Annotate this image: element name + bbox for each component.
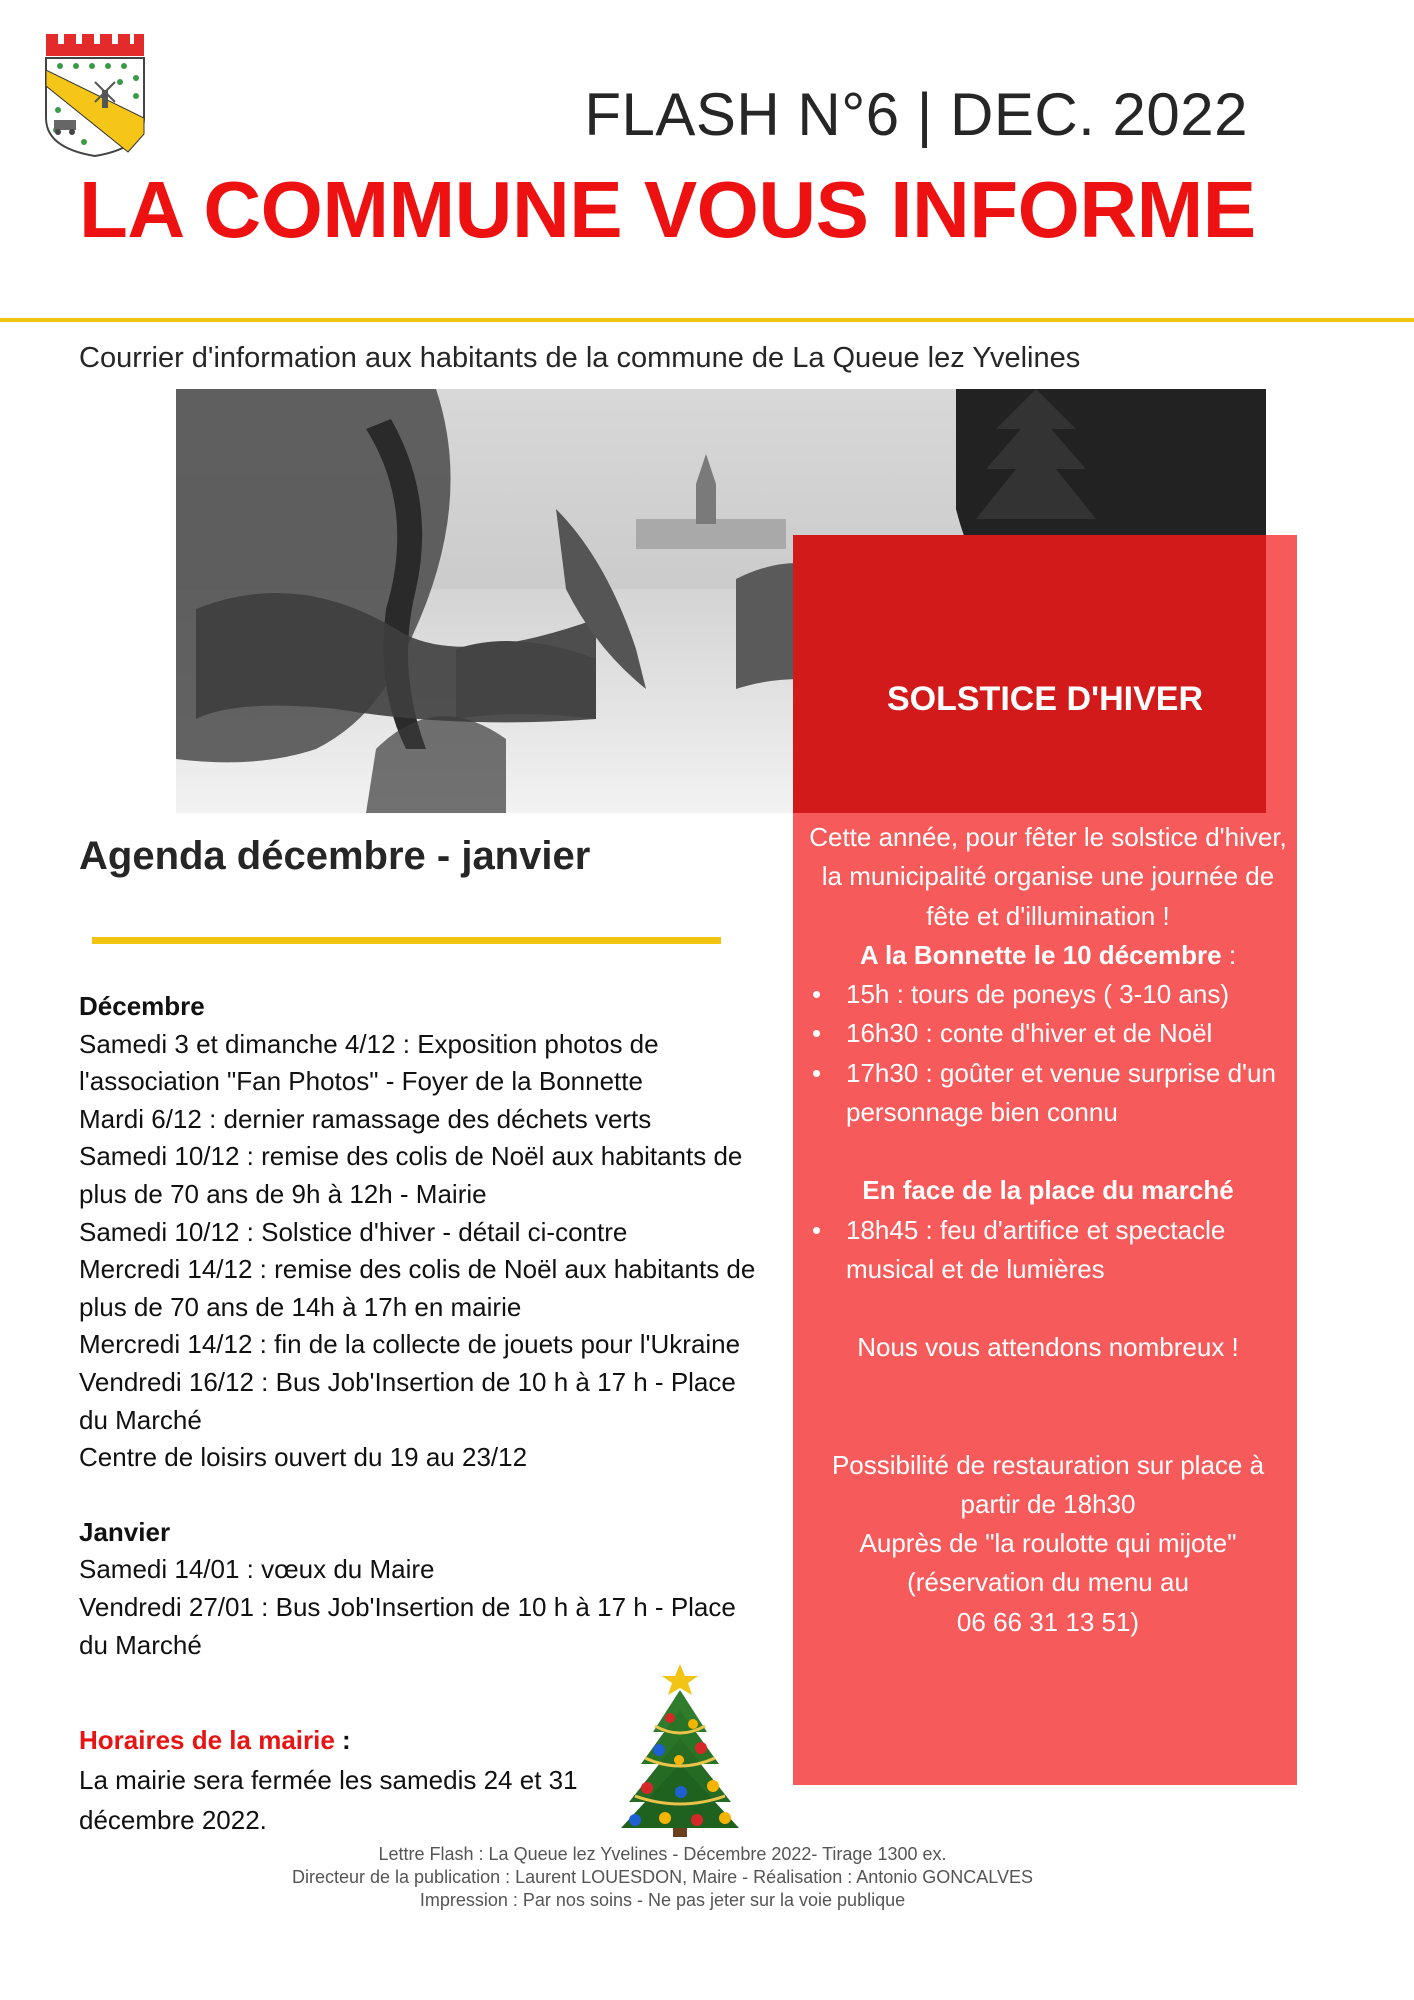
footer-line: Impression : Par nos soins - Ne pas jeter sur la voie publique [419, 1890, 906, 1910]
bonnette-list [808, 975, 1288, 1132]
list-item: • 16h30 : conte d'hiver et de Noël [808, 1014, 1288, 1053]
agenda-title: Agenda décembre - janvier [79, 834, 591, 878]
list-item: Samedi 10/12 : remise des colis de Noël aux habitants de plus de 70 ans de 9h à 12h - Mairie [79, 1141, 743, 1209]
page-headline: LA COMMUNE VOUS INFORME [79, 165, 1256, 254]
phone-number: 06 66 31 13 51) [956, 1606, 1140, 1637]
roulotte-text: Auprès de "la roulotte qui mijote" [859, 1528, 1237, 1559]
list-item: • 18h45 : feu d'artifice et spectacle musical et de lumières [808, 1211, 1288, 1290]
list-item: • 15h : tours de poneys ( 3-10 ans) [808, 975, 1288, 1014]
list-item: • 17h30 : goûter et venue surprise d'un personnage bien connu [808, 1054, 1288, 1133]
marche-heading: En face de la place du marché [862, 1175, 1234, 1206]
january-heading: Janvier [79, 1516, 171, 1547]
closing-text: Nous vous attendons nombreux ! [857, 1332, 1239, 1363]
page-subtitle: Courrier d'information aux habitants de la commune de La Queue lez Yvelines [79, 342, 1081, 374]
list-item: Centre de loisirs ouvert du 19 au 23/12 [79, 1442, 528, 1473]
list-item: Vendredi 16/12 : Bus Job'Insertion de 10 h à 17 h - Place du Marché [79, 1366, 736, 1435]
list-item: Vendredi 27/01 : Bus Job'Insertion de 10 h à 17 h - Place du Marché [79, 1591, 736, 1660]
header-divider [0, 318, 1414, 322]
footer-line: Lettre Flash : La Queue lez Yvelines - Décembre 2022- Tirage 1300 ex. [378, 1844, 947, 1864]
solstice-intro: Cette année, pour fêter le solstice d'hiver, la municipalité organise une journée de fête et d'illumination ! [809, 822, 1287, 931]
solstice-panel-overlay [793, 535, 1266, 813]
marche-list [808, 1211, 1288, 1290]
page-footer [0, 1843, 1325, 1912]
mairie-hours-colon: : [334, 1725, 351, 1755]
list-item: Samedi 10/12 : Solstice d'hiver - détail ci-contre [79, 1216, 628, 1247]
list-item: Samedi 3 et dimanche 4/12 : Exposition photos de l'association "Fan Photos" - Foyer de la Bonnette [79, 1028, 659, 1097]
town-crest-logo [40, 30, 148, 158]
mairie-hours-heading [79, 1720, 619, 1760]
restauration-text: Possibilité de restauration sur place à partir de 18h30 [831, 1449, 1265, 1519]
december-heading: Décembre [79, 991, 205, 1021]
solstice-title: SOLSTICE D'HIVER [886, 680, 1203, 718]
christmas-tree-icon [615, 1652, 745, 1837]
bonnette-colon: : [1221, 939, 1237, 970]
bonnette-heading [808, 936, 1288, 975]
agenda-divider [92, 937, 721, 944]
mairie-hours [79, 1720, 619, 1840]
list-item: Mardi 6/12 : dernier ramassage des déchets verts [79, 1103, 652, 1134]
mairie-hours-text: La mairie sera fermée les samedis 24 et 31 décembre 2022. [79, 1765, 578, 1835]
reservation-text: (réservation du menu au [907, 1567, 1189, 1598]
list-item: Mercredi 14/12 : fin de la collecte de jouets pour l'Ukraine [79, 1329, 741, 1360]
flash-issue-label: FLASH N°6 | DEC. 2022 [584, 81, 1248, 148]
list-item: Samedi 14/01 : vœux du Maire [79, 1554, 435, 1585]
solstice-details [808, 818, 1288, 1642]
footer-line: Directeur de la publication : Laurent LOUESDON, Maire - Réalisation : Antonio GONCALVES [291, 1867, 1033, 1887]
agenda-list [79, 988, 769, 1664]
mairie-hours-label: Horaires de la mairie [79, 1725, 335, 1755]
bonnette-label: A la Bonnette le 10 décembre [859, 939, 1222, 970]
list-item: Mercredi 14/12 : remise des colis de Noël aux habitants de plus de 70 ans de 14h à 17h en mairie [79, 1254, 756, 1322]
